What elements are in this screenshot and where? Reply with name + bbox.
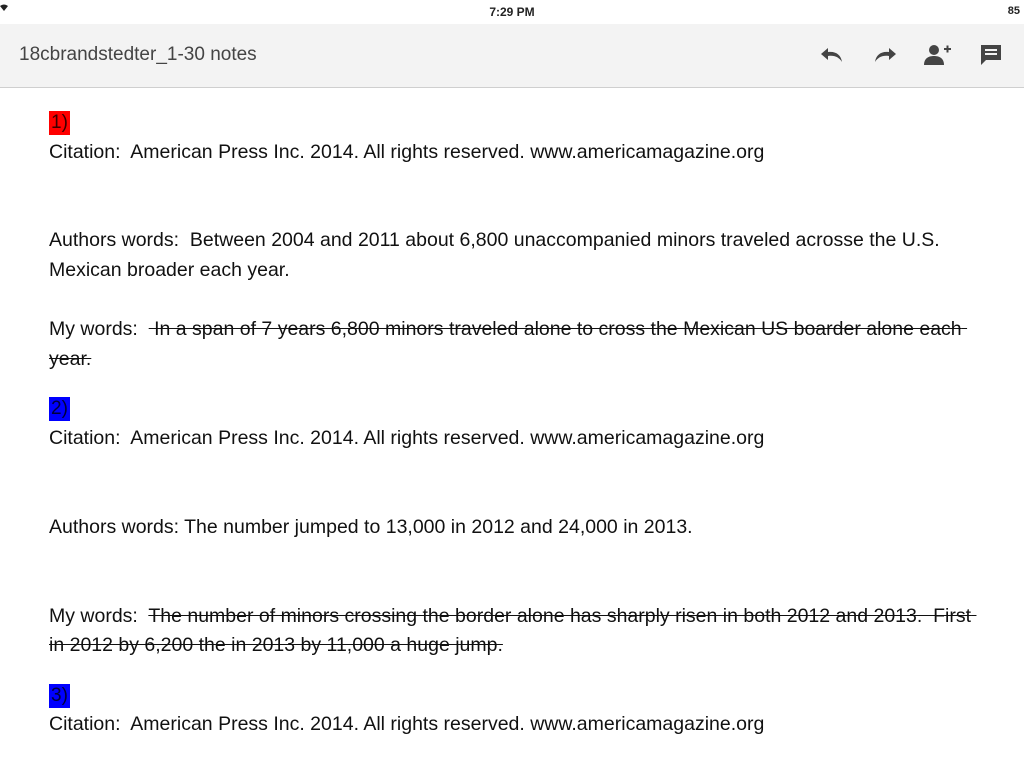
blank-line	[49, 454, 979, 513]
authors-words-text: The number jumped to 13,000 in 2012 and 24,000 in 2013.	[184, 515, 693, 538]
my-words-label: My words:	[49, 604, 149, 627]
my-words-label: My words:	[49, 318, 149, 341]
authors-words-1	[49, 226, 979, 285]
my-words-1	[49, 315, 979, 374]
undo-icon[interactable]	[818, 41, 846, 69]
my-words-2	[49, 602, 979, 661]
document-toolbar	[0, 24, 1024, 88]
document-title: 18cbrandstedter_1-30 notes	[19, 44, 257, 65]
blank-line	[49, 167, 979, 226]
status-time: 7:29 PM	[489, 5, 535, 19]
document-body[interactable]	[49, 88, 979, 740]
blank-line	[49, 542, 979, 601]
citation-1: Citation: American Press Inc. 2014. All rights reserved. www.americamagazine.org	[49, 140, 765, 163]
citation-3: Citation: American Press Inc. 2014. All rights reserved. www.americamagazine.org	[49, 713, 765, 736]
battery-level: 85	[1007, 5, 1020, 17]
authors-words-2	[49, 513, 979, 543]
add-person-icon[interactable]	[923, 41, 951, 69]
redo-icon[interactable]	[871, 41, 899, 69]
blank-line	[49, 286, 979, 316]
my-words-strikethrough-text: The number of minors crossing the border alone has sharply risen in both 2012 and 2013. First in 2012 by 6,200 the in 2013 by 11,000 a huge jump.	[49, 604, 977, 657]
comment-icon[interactable]	[977, 41, 1005, 69]
note-number-2: 2)	[51, 398, 68, 420]
authors-words-text: Between 2004 and 2011 about 6,800 unaccompanied minors traveled acrosse the U.S. Mexican broader each year.	[49, 229, 946, 281]
note-number-3: 3)	[51, 684, 68, 706]
my-words-strikethrough-text: In a span of 7 years 6,800 minors traveled alone to cross the Mexican US boarder alone each year.	[49, 318, 968, 370]
authors-words-label: Authors words:	[49, 229, 190, 252]
note-number-1: 1)	[51, 112, 68, 133]
citation-2: Citation: American Press Inc. 2014. All rights reserved. www.americamagazine.org	[49, 426, 765, 449]
status-bar	[0, 0, 1024, 24]
authors-words-label: Authors words:	[49, 515, 185, 538]
